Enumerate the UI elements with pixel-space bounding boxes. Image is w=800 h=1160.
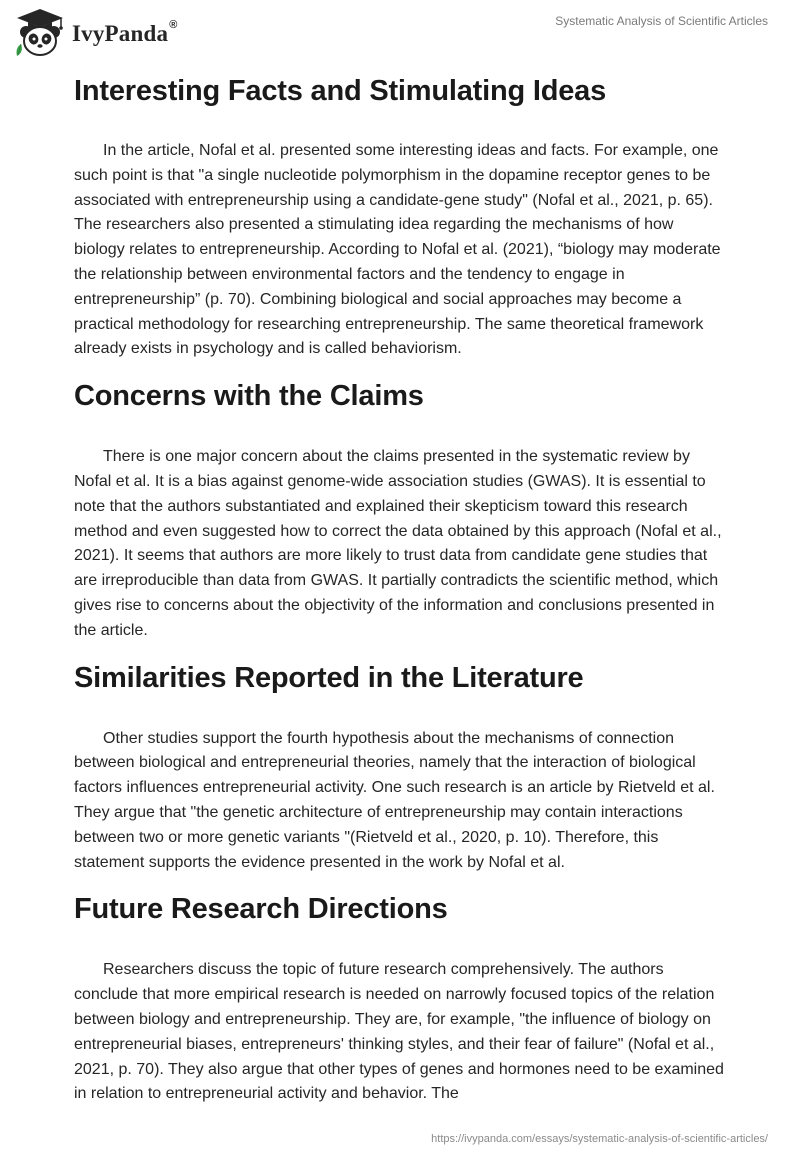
section-heading: Future Research Directions bbox=[74, 893, 448, 926]
section-paragraph: Researchers discuss the topic of future research comprehensively. The authors conclude that more empirical research is needed on narrowly focused topics of the relation between biology and entrepreneurship. They are, for example, "the influence of biology on entrepreneurial biases, entrepreneurs' thinking styles, and their fear of failure" (Nofal et al., 2021, p. 70). They also argue that other types of genes and hormones need to be examined in relation to entrepreneurial activity and behavior. The bbox=[74, 961, 724, 1103]
logo-wordmark: IvyPanda bbox=[72, 21, 169, 46]
section-future-research bbox=[74, 890, 728, 1107]
section-heading: Concerns with the Claims bbox=[74, 380, 424, 413]
section-paragraph: Other studies support the fourth hypothesis about the mechanisms of connection between biological and entrepreneurial theories, namely that the interaction of biological factors influences entrepreneurial activity. One such research is an article by Rietveld et al. They argue that "the genetic architecture of entrepreneurship may contain interactions between two or more genetic variants "(Rietveld et al., 2020, p. 10). Therefore, this statement supports the evidence presented in the work by Nofal et al. bbox=[74, 729, 715, 871]
section-heading: Similarities Reported in the Literature bbox=[74, 661, 584, 694]
article-content bbox=[74, 72, 728, 1107]
section-heading: Interesting Facts and Stimulating Ideas bbox=[74, 75, 607, 107]
panda-graduate-icon bbox=[14, 8, 66, 58]
footer-url-link[interactable]: https://ivypanda.com/essays/systematic-analysis-of-scientific-articles/ bbox=[431, 1133, 768, 1145]
document-title: Systematic Analysis of Scientific Articles bbox=[555, 14, 768, 28]
section-interesting-facts bbox=[74, 72, 728, 362]
section-similarities bbox=[74, 659, 728, 876]
logo-text bbox=[72, 21, 178, 47]
ivypanda-logo[interactable] bbox=[14, 8, 178, 58]
section-paragraph: In the article, Nofal et al. presented some interesting ideas and facts. For example, one such point is that "a single nucleotide polymorphism in the dopamine receptor genes to be associated with entrepreneurship using a candidate-gene study" (Nofal et al., 2021, p. 65). The researchers also presented a stimulating idea regarding the mechanisms of how biology relates to entrepreneurship. According to Nofal et al. (2021), “biology may moderate the relationship between environmental factors and the tendency to engage in entrepreneurship” (p. 70). Combining biological and social approaches may become a practical methodology for researching entrepreneurship. The same theoretical framework already exists in psychology and is called behaviorism. bbox=[74, 142, 721, 358]
section-paragraph: There is one major concern about the claims presented in the systematic review by Nofal et al. It is a bias against genome-wide association studies (GWAS). It is essential to note that the authors substantiated and explained their skepticism toward this research method and even suggested how to correct the data obtained by this approach (Nofal et al., 2021). It seems that authors are more likely to trust data from candidate gene studies that are irreproducible than data from GWAS. It partially contradicts the scientific method, which gives rise to concerns about the objectivity of the information and conclusions presented in the article. bbox=[74, 448, 722, 639]
section-concerns bbox=[74, 377, 728, 643]
page-header bbox=[0, 0, 800, 64]
registered-mark: ® bbox=[169, 19, 178, 31]
